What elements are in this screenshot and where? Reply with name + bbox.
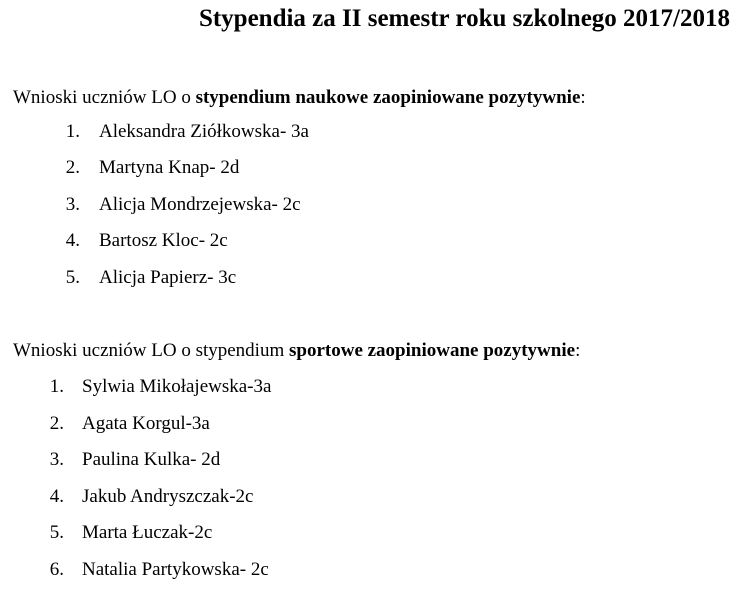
list-item-text: Alicja Papierz- 3c [99,266,237,288]
list-item-text: Aleksandra Ziółkowska- 3a [99,121,309,142]
list-item-number: 5. [49,522,64,543]
list-item-number: 4. [65,230,80,252]
list-item-text: Marta Łuczak-2c [82,522,213,543]
list-item-number: 3. [49,449,64,470]
list-item-text: Paulina Kulka- 2d [82,449,221,470]
list-item-number: 2. [65,157,80,179]
list-item-number: 1. [65,121,80,142]
intro-prefix: Wnioski uczniów LO o stypendium [13,340,289,361]
list-item-text: Agata Korgul-3a [82,412,210,434]
list-item-number: 4. [49,485,64,507]
list-item-text: Bartosz Kloc- 2c [99,230,228,252]
intro-suffix: : [575,340,581,361]
list-item-text: Sylwia Mikołajewska-3a [82,376,272,397]
intro-prefix: Wnioski uczniów LO o [13,87,196,108]
intro-bold: sportowe zaopiniowane pozytywnie [289,340,576,361]
intro-suffix: : [580,87,586,108]
list-item-text: Alicja Mondrzejewska- 2c [99,193,301,215]
list-item-number: 3. [65,193,80,215]
section-intro-naukowe [13,86,586,110]
list-item-text: Jakub Andryszczak-2c [82,485,254,507]
list-item-number: 6. [49,558,64,580]
list-item-text: Martyna Knap- 2d [99,157,240,179]
page-title: Stypendia za II semestr roku szkolnego 2017/2018 [198,5,730,32]
intro-bold: stypendium naukowe zaopiniowane pozytywnie [195,87,581,108]
list-item-number: 5. [65,266,80,288]
list-item-text: Natalia Partykowska- 2c [82,558,269,580]
section-intro-sportowe [13,339,580,363]
list-item-number: 2. [49,412,64,434]
list-item-number: 1. [49,376,64,397]
